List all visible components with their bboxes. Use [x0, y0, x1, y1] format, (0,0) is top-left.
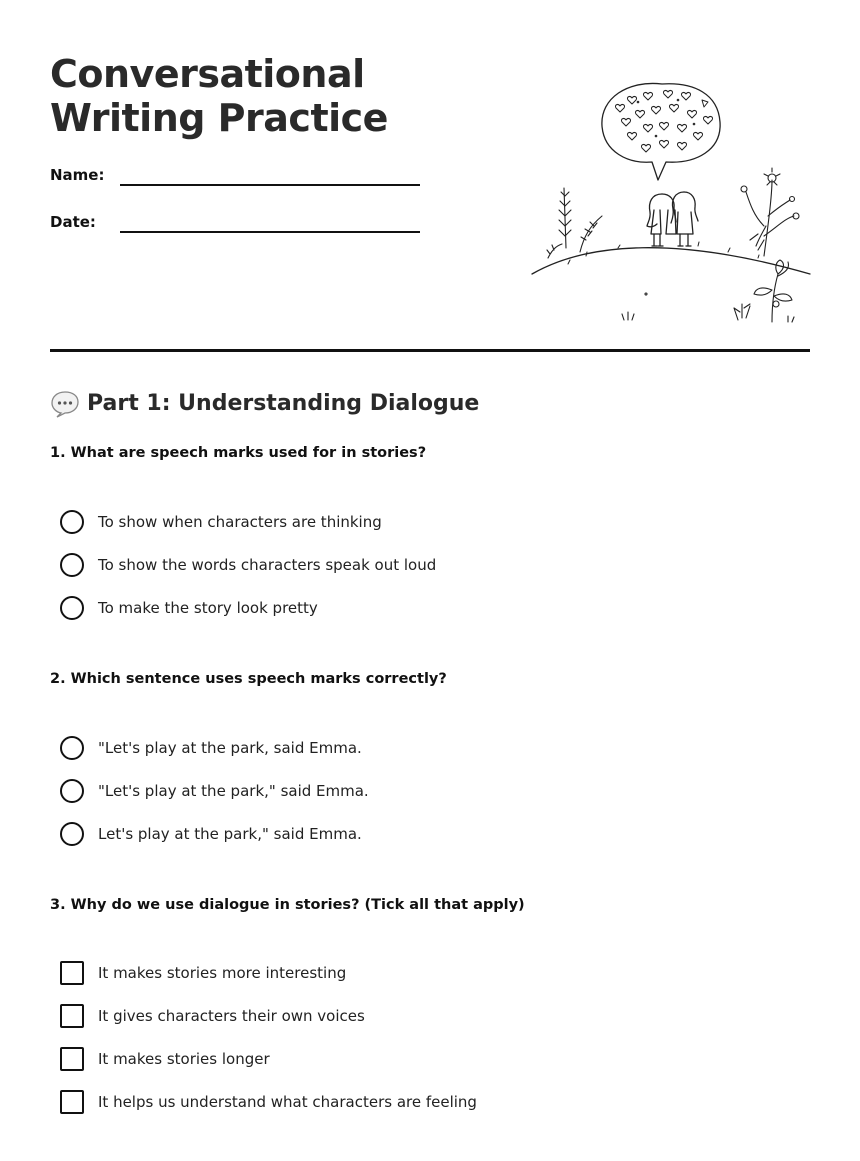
lower-right-plant: [622, 260, 794, 322]
option-label: It gives characters their own voices: [98, 1007, 365, 1025]
option-label: It makes stories longer: [98, 1050, 270, 1068]
checkbox[interactable]: [60, 1090, 84, 1114]
radio-button[interactable]: [60, 779, 84, 803]
option-label: It helps us understand what characters are feeling: [98, 1093, 477, 1111]
date-label: Date:: [50, 213, 96, 231]
checkbox[interactable]: [60, 1004, 84, 1028]
q3-option-1[interactable]: [60, 960, 346, 986]
option-label: To show when characters are thinking: [98, 513, 382, 531]
name-line[interactable]: [120, 184, 420, 186]
name-label: Name:: [50, 166, 105, 184]
q2-option-2[interactable]: [60, 778, 369, 804]
speech-bubble-icon: [50, 390, 80, 418]
radio-button[interactable]: [60, 553, 84, 577]
radio-button[interactable]: [60, 736, 84, 760]
header-divider: [50, 349, 810, 352]
q3-option-2[interactable]: [60, 1003, 365, 1029]
right-flowers: [741, 168, 799, 256]
radio-button[interactable]: [60, 822, 84, 846]
date-field: [50, 213, 430, 239]
checkbox[interactable]: [60, 1047, 84, 1071]
option-label: "Let's play at the park, said Emma.: [98, 739, 362, 757]
q2-option-3[interactable]: [60, 821, 362, 847]
option-label: It makes stories more interesting: [98, 964, 347, 982]
radio-button[interactable]: [60, 510, 84, 534]
q3-option-4[interactable]: [60, 1089, 477, 1115]
hill-outline: [532, 248, 810, 274]
heart-speech-bubble: [602, 83, 720, 180]
radio-button[interactable]: [60, 596, 84, 620]
checkbox[interactable]: [60, 961, 84, 985]
option-label: "Let's play at the park," said Emma.: [98, 782, 369, 800]
q3-option-3[interactable]: [60, 1046, 270, 1072]
option-label: To show the words characters speak out loud: [98, 556, 437, 574]
question-1: 1. What are speech marks used for in stories?: [50, 445, 427, 461]
q1-option-2[interactable]: [60, 552, 436, 578]
two-children-figures: [647, 192, 698, 246]
section-title-part1: [50, 388, 479, 420]
option-label: Let's play at the park," said Emma.: [98, 825, 362, 843]
q1-option-3[interactable]: [60, 595, 318, 621]
question-2: 2. Which sentence uses speech marks correctly?: [50, 671, 447, 687]
q1-option-1[interactable]: [60, 509, 382, 535]
name-field: [50, 166, 430, 192]
option-label: To make the story look pretty: [98, 599, 318, 617]
question-3: 3. Why do we use dialogue in stories? (Tick all that apply): [50, 897, 525, 913]
worksheet-title: Conversational Writing Practice: [50, 52, 388, 140]
section-title-text: Part 1: Understanding Dialogue: [87, 391, 480, 416]
q2-option-1[interactable]: [60, 735, 362, 761]
date-line[interactable]: [120, 231, 420, 233]
children-hill-illustration: [528, 76, 812, 328]
left-plants: [547, 188, 602, 258]
